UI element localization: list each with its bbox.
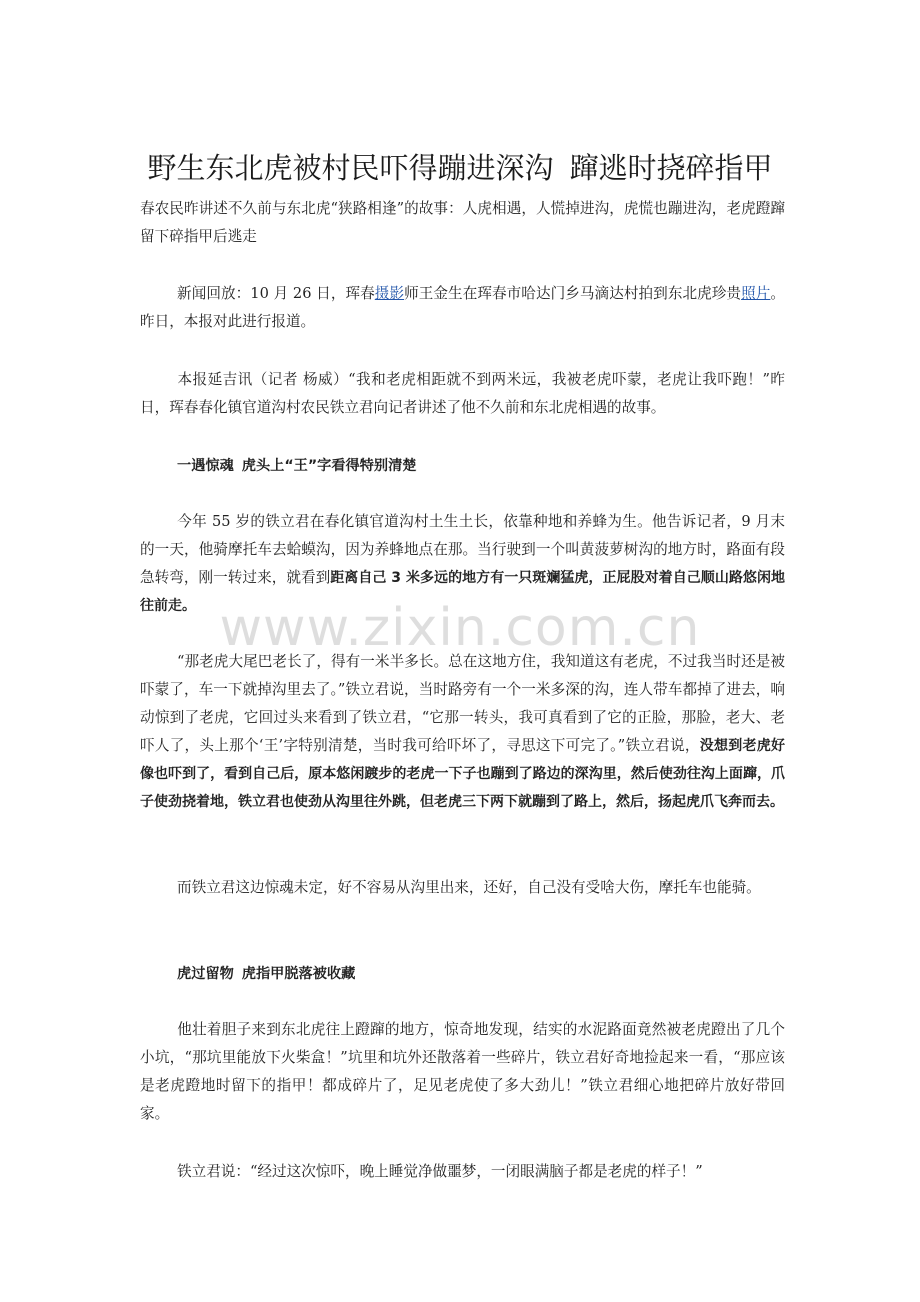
paragraph-nightmares (140, 1158, 785, 1186)
article-title (0, 146, 920, 187)
title-part-1: 野生东北虎被村民吓得蹦进深沟 (147, 151, 554, 185)
paragraph-news-review (140, 280, 785, 336)
news-review-text-b: 师王金生在珲春市哈达门乡马滴达村拍到东北虎珍贵 (404, 285, 742, 302)
site-watermark: www.zixin.com.cn (219, 598, 701, 658)
section-heading-2 (177, 960, 355, 988)
news-review-text-a: 新闻回放：10 月 26 日，珲春 (177, 285, 375, 302)
tiger-reaction-bold-text: 没想到老虎好像也吓到了，看到自己后，原本悠闲踱步的老虎一下子也蹦到了路边的深沟里，然后使劲往沟上面蹿，爪子使劲挠着地，铁立君也使劲从沟里往外跳，但老虎三下两下就蹦到了路上，然后，扬起虎爪飞奔而去。 (140, 738, 785, 810)
paragraph-tiger-reaction (140, 648, 785, 816)
lead-text: 本报延吉讯（记者 杨威）“我和老虎相距就不到两米远，我被老虎吓蒙，老虎让我吓跑！”昨日，珲春春化镇官道沟村农民铁立君向记者讲述了他不久前和东北虎相遇的故事。 (140, 371, 785, 416)
paragraph-lead (140, 366, 785, 422)
news-review-text-c: 。昨日，本报对此进行报道。 (140, 285, 785, 330)
article-subtitle: 春农民昨讲述不久前与东北虎“狭路相逢”的故事：人虎相遇，人慌掉进沟，虎慌也蹦进沟，老虎蹬蹿留下碎指甲后逃走 (140, 200, 785, 245)
paragraph-claw-fragments (140, 1016, 785, 1128)
title-part-2: 蹿逃时挠碎指甲 (569, 151, 773, 185)
paragraph-encounter (140, 508, 785, 620)
section-heading-1 (177, 452, 416, 480)
aftermath-text: 而铁立君这边惊魂未定，好不容易从沟里出来，还好，自己没有受啥大伤，摩托车也能骑。 (177, 879, 761, 896)
paragraph-aftermath (140, 874, 785, 902)
section-heading-2-a: 虎过留物 (177, 966, 234, 982)
claw-fragments-text: 他壮着胆子来到东北虎往上蹬蹿的地方，惊奇地发现，结实的水泥路面竟然被老虎蹬出了几个小坑，“那坑里能放下火柴盒！”坑里和坑外还散落着一些碎片，铁立君好奇地捡起来一看，“那应该是老虎蹬地时留下的指甲！都成碎片了，足见老虎使了多大劲儿！”铁立君细心地把碎片放好带回家。 (140, 1021, 785, 1122)
nightmares-text: 铁立君说：“经过这次惊吓，晚上睡觉净做噩梦，一闭眼满脑子都是老虎的样子！” (177, 1163, 703, 1180)
link-photo[interactable]: 照片 (741, 285, 771, 302)
section-heading-1-a: 一遇惊魂 (177, 458, 234, 474)
link-photography[interactable]: 摄影 (374, 285, 405, 302)
encounter-bold-text: 距离自己 3 米多远的地方有一只斑斓猛虎，正屁股对着自己顺山路悠闲地往前走。 (140, 570, 785, 614)
section-heading-2-b: 虎指甲脱落被收藏 (241, 966, 356, 982)
section-heading-1-b: 虎头上“王”字看得特别清楚 (241, 458, 417, 474)
tiger-reaction-text: “那老虎大尾巴老长了，得有一米半多长。总在这地方住，我知道这有老虎，不过我当时还是被吓蒙了，车一下就掉沟里去了。”铁立君说，当时路旁有一个一米多深的沟，连人带车都掉了进去，响动惊到了老虎，它回过头来看到了铁立君，“它那一转头，我可真看到了它的正脸，那脸，老大、老吓人了，头上那个‘王’字特别清楚，当时我可给吓坏了，寻思这下可完了。”铁立君说， (140, 653, 785, 754)
encounter-text: 今年 55 岁的铁立君在春化镇官道沟村土生土长，依靠种地和养蜂为生。他告诉记者，9 月末的一天，他骑摩托车去蛤蟆沟，因为养蜂地点在那。当行驶到一个叫黄菠萝树沟的地方时，路面有段急转弯，刚一转过来，就看到 (140, 513, 785, 586)
